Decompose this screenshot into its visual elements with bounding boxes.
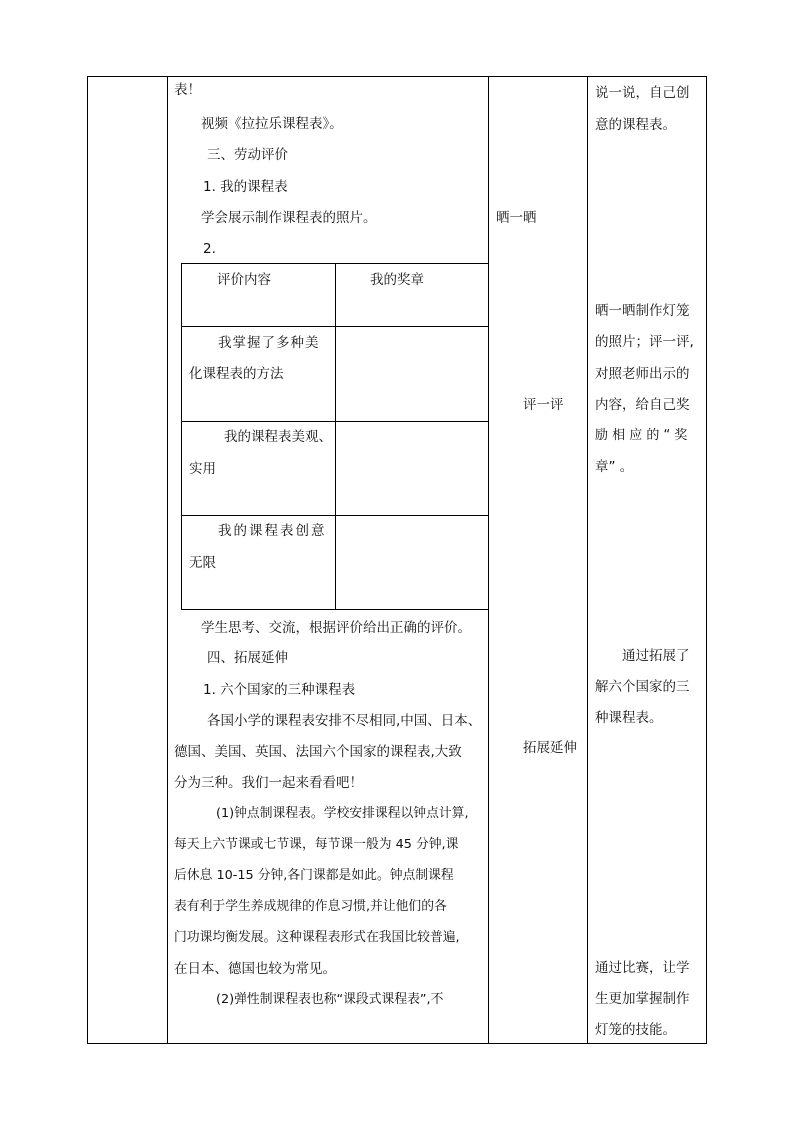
activity-label: 评一评 bbox=[523, 397, 564, 413]
section-heading: 三、劳动评价 bbox=[207, 147, 288, 163]
intent-text: 生更加掌握制作 bbox=[595, 991, 690, 1007]
text-line: 1. 我的课程表 bbox=[203, 179, 288, 195]
table-left-border bbox=[87, 76, 88, 1044]
eval-row-2: 实用 bbox=[189, 461, 216, 477]
table-bottom-border bbox=[87, 1043, 707, 1044]
intent-text: 通过拓展了 bbox=[622, 648, 690, 664]
column-divider-1 bbox=[167, 76, 168, 1044]
text-line: 后休息 10-15 分钟,各门课都是如此。钟点制课程 bbox=[174, 868, 454, 883]
eval-table-border bbox=[335, 263, 336, 609]
text-line: 各国小学的课程表安排不尽相同,中国、日本、 bbox=[207, 713, 482, 729]
text-line: 学会展示制作课程表的照片。 bbox=[201, 210, 377, 226]
intent-text: 励 相 应 的 “ 奖 bbox=[595, 428, 688, 443]
text-line: 表有利于学生养成规律的作息习惯,并让他们的各 bbox=[174, 899, 447, 914]
column-divider-2 bbox=[488, 76, 489, 1044]
text-line: 表！ bbox=[174, 82, 201, 98]
intent-text: 解六个国家的三 bbox=[595, 679, 690, 695]
intent-text: 晒一晒制作灯笼 bbox=[595, 303, 690, 319]
eval-table-border bbox=[181, 263, 182, 609]
intent-text: 内容，给自己奖 bbox=[595, 397, 690, 413]
intent-text: 说一说，自己创 bbox=[595, 85, 690, 101]
text-line: 在日本、德国也较为常见。 bbox=[174, 961, 336, 977]
text-line: 1. 六个国家的三种课程表 bbox=[203, 682, 356, 698]
eval-row-1: 化课程表的方法 bbox=[189, 366, 284, 382]
text-line: 2. bbox=[203, 241, 216, 257]
text-line: 学生思考、交流，根据评价给出正确的评价。 bbox=[201, 620, 471, 636]
activity-label: 晒一晒 bbox=[496, 210, 537, 226]
table-right-border bbox=[706, 76, 707, 1044]
intent-text: 意的课程表。 bbox=[595, 117, 676, 133]
text-line: 视频《拉拉乐课程表》。 bbox=[201, 116, 343, 132]
text-line: 门功课均衡发展。这种课程表形式在我国比较普遍, bbox=[174, 930, 460, 945]
text-line: 每天上六节课或七节课，每节课一般为 45 分钟,课 bbox=[174, 837, 459, 852]
column-divider-3 bbox=[587, 76, 588, 1044]
table-top-border bbox=[87, 76, 707, 77]
intent-text: 章” 。 bbox=[595, 459, 634, 475]
eval-row-3: 我的课程表创意 bbox=[218, 523, 327, 539]
intent-text: 通过比赛，让学 bbox=[595, 960, 690, 976]
intent-text: 对照老师出示的 bbox=[595, 366, 690, 382]
text-line: (1)钟点制课程表。学校安排课程以钟点计算, bbox=[216, 806, 469, 821]
intent-text: 种课程表。 bbox=[595, 710, 663, 726]
eval-row-3: 无限 bbox=[189, 555, 216, 571]
eval-header-content: 评价内容 bbox=[217, 272, 271, 288]
text-line: 分为三种。我们一起来看看吧！ bbox=[174, 775, 363, 791]
eval-row-2: 我的课程表美观、 bbox=[224, 429, 332, 445]
text-line: (2)弹性制课程表也称“课段式课程表”,不 bbox=[216, 992, 444, 1007]
eval-row-1: 我掌握了多种美 bbox=[218, 335, 320, 351]
intent-text: 的照片；评一评, bbox=[595, 334, 694, 350]
eval-table-border bbox=[181, 609, 488, 610]
activity-label: 拓展延伸 bbox=[523, 740, 577, 756]
section-heading: 四、拓展延伸 bbox=[207, 650, 288, 666]
eval-header-medal: 我的奖章 bbox=[370, 272, 424, 288]
intent-text: 灯笼的技能。 bbox=[595, 1022, 676, 1038]
text-line: 德国、美国、英国、法国六个国家的课程表,大致 bbox=[174, 744, 462, 760]
